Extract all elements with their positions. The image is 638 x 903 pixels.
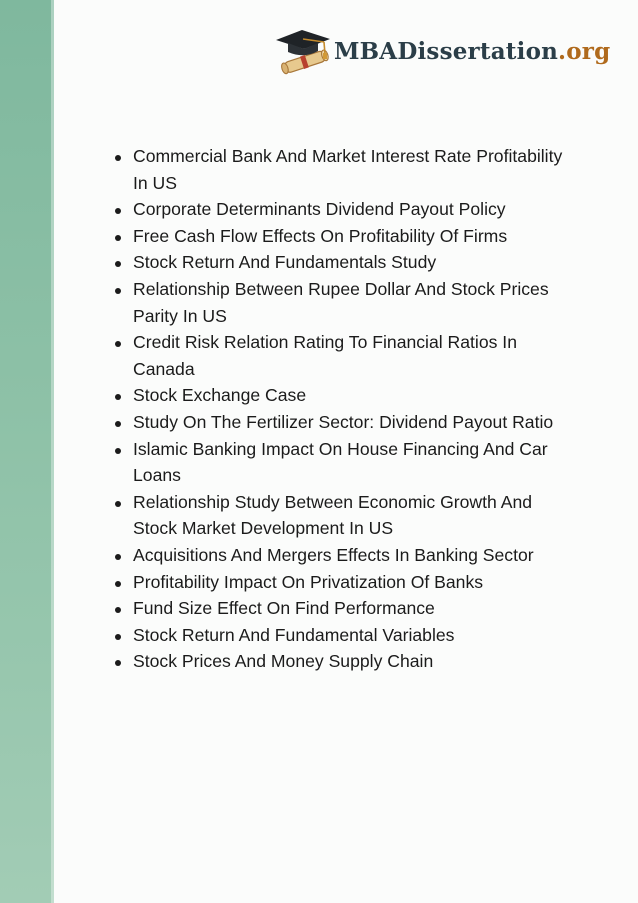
list-item-text: Acquisitions And Mergers Effects In Banking Sector <box>133 544 534 565</box>
bullet-icon <box>115 554 121 560</box>
list-item-text: Corporate Determinants Dividend Payout Policy <box>133 199 506 220</box>
bullet-icon <box>115 501 121 507</box>
dissertation-topics-list <box>108 143 578 675</box>
list-item-text: Commercial Bank And Market Interest Rate Profitability In US <box>133 146 563 193</box>
list-item-text: Stock Return And Fundamental Variables <box>133 624 455 645</box>
list-item <box>108 329 578 382</box>
list-item-text: Stock Exchange Case <box>133 385 307 406</box>
list-item <box>108 595 578 622</box>
bullet-icon <box>115 394 121 400</box>
list-item-text: Profitability Impact On Privatization Of Banks <box>133 571 484 592</box>
list-item <box>108 276 578 329</box>
bullet-icon <box>115 341 121 347</box>
list-item <box>108 196 578 223</box>
list-item-text: Relationship Study Between Economic Growth And Stock Market Development In US <box>133 491 533 539</box>
list-item <box>108 648 578 675</box>
bullet-icon <box>115 261 121 267</box>
bullet-icon <box>115 155 121 161</box>
bullet-icon <box>115 235 121 241</box>
list-item <box>108 409 578 436</box>
list-item-text: Credit Risk Relation Rating To Financial Ratios In Canada <box>133 332 517 379</box>
list-item-text: Relationship Between Rupee Dollar And Stock Prices Parity In US <box>133 278 549 326</box>
bullet-icon <box>115 208 121 214</box>
site-logo <box>272 26 611 76</box>
logo-wordmark <box>334 38 610 65</box>
bullet-icon <box>115 660 121 666</box>
bullet-icon <box>115 581 121 587</box>
list-item <box>108 382 578 409</box>
list-item-text: Stock Return And Fundamentals Study <box>133 252 437 273</box>
logo-suffix-text: .org <box>558 37 611 65</box>
bullet-icon <box>115 288 121 294</box>
list-item <box>108 622 578 649</box>
bullet-icon <box>115 634 121 640</box>
bullet-icon <box>115 421 121 427</box>
bullet-icon <box>115 607 121 613</box>
list-item-text: Free Cash Flow Effects On Profitability Of Firms <box>133 225 508 246</box>
list-item <box>108 489 578 542</box>
list-item <box>108 143 578 196</box>
graduation-cap-diploma-icon <box>272 26 336 76</box>
list-item-text: Islamic Banking Impact On House Financing And Car Loans <box>133 438 548 486</box>
bullet-icon <box>115 448 121 454</box>
logo-main-text: MBADissertation <box>334 37 559 65</box>
list-item <box>108 542 578 569</box>
list-item-text: Fund Size Effect On Find Performance <box>133 598 435 619</box>
list-item-text: Stock Prices And Money Supply Chain <box>133 651 434 672</box>
list-item <box>108 223 578 250</box>
list-item <box>108 249 578 276</box>
list-item <box>108 436 578 489</box>
list-item-text: Study On The Fertilizer Sector: Dividend Payout Ratio <box>133 411 554 432</box>
list-item <box>108 569 578 596</box>
side-decorative-strip <box>0 0 54 903</box>
